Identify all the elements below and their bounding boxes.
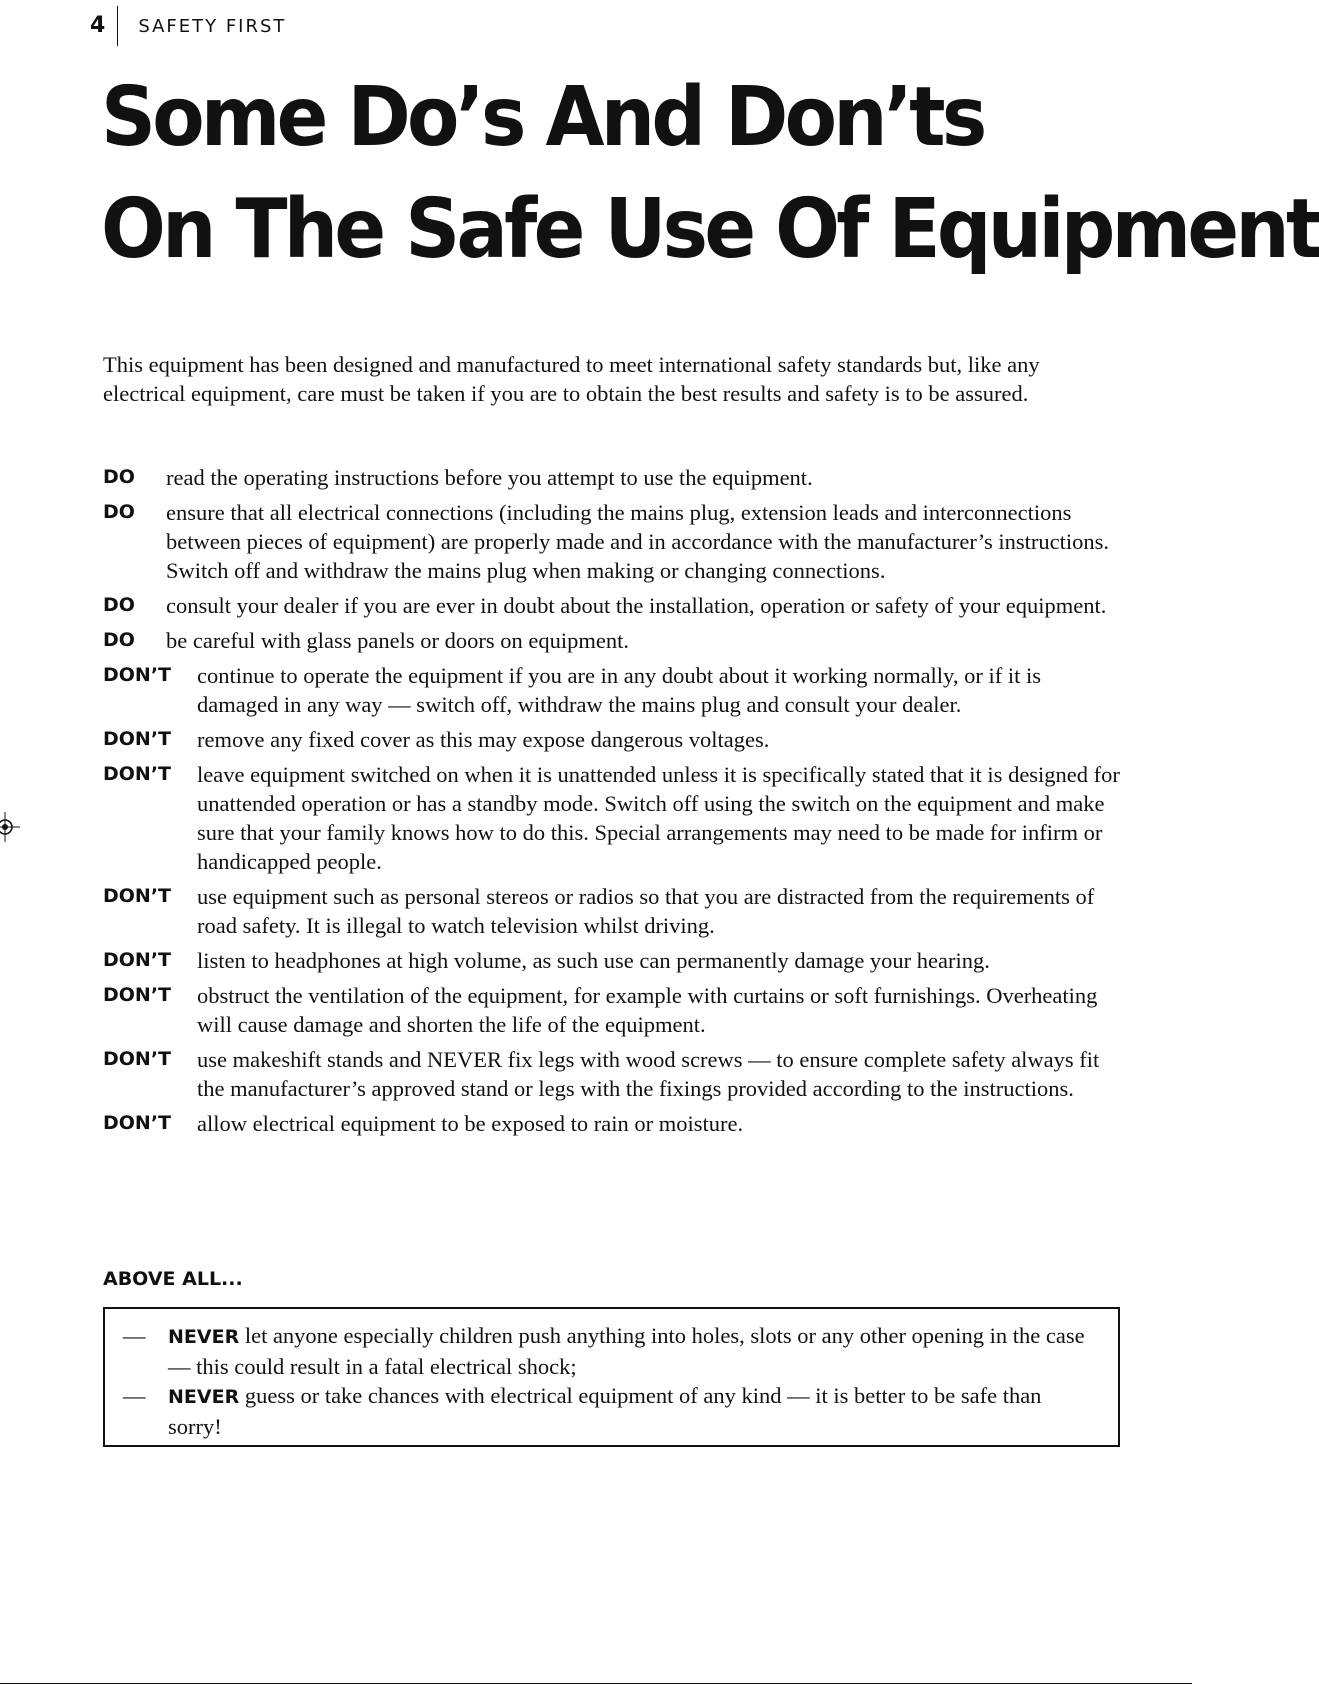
- warning-dash: —: [123, 1323, 146, 1348]
- rule-item: [103, 1109, 1123, 1138]
- rule-item: [103, 981, 1123, 1039]
- page-title-line-1: Some Do’s And Don’ts: [101, 70, 984, 165]
- warning-dash: —: [123, 1383, 146, 1408]
- rule-text: read the operating instructions before you attempt to use the equipment.: [166, 465, 813, 490]
- rule-item: [103, 1045, 1123, 1103]
- registration-mark-icon: [0, 812, 20, 842]
- warning-item: [123, 1381, 1100, 1441]
- rules-list: [103, 463, 1123, 1144]
- rule-item: [103, 463, 1123, 492]
- rule-key: DO: [103, 501, 135, 523]
- rule-item: [103, 626, 1123, 655]
- page-number: 4: [90, 6, 118, 46]
- intro-paragraph: This equipment has been designed and manufactured to meet international safety standards but, like any electrical equipment, care must be taken if you are to obtain the best results and safety is to be assured.: [103, 352, 1040, 406]
- rule-key: DON’T: [103, 763, 172, 785]
- rule-key: DON’T: [103, 885, 172, 907]
- warning-text: let anyone especially children push anything into holes, slots or any other opening in the case — this could result in a fatal electrical shock;: [168, 1323, 1085, 1379]
- rule-text: listen to headphones at high volume, as such use can permanently damage your hearing.: [197, 948, 990, 973]
- rule-item: [103, 591, 1123, 620]
- rule-text: leave equipment switched on when it is unattended unless it is specifically stated that it is designed for unattended operation or has a standby mode. Switch off using the switch on the equipment and make sure that your family knows how to do this. Special arrangements may need to be made for infirm or handicapped people.: [197, 762, 1120, 874]
- rule-key: DON’T: [103, 664, 172, 686]
- warning-box: [103, 1307, 1120, 1447]
- page-title: [101, 62, 1319, 286]
- rule-key: DO: [103, 594, 135, 616]
- rule-item: [103, 760, 1123, 876]
- warning-item: [123, 1321, 1100, 1381]
- rule-text: obstruct the ventilation of the equipment, for example with curtains or soft furnishings. Overheating will cause damage and shorten the life of the equipment.: [197, 983, 1098, 1037]
- running-head: SAFETY FIRST: [138, 15, 287, 37]
- rule-text: use equipment such as personal stereos or radios so that you are distracted from the requirements of road safety. It is illegal to watch television whilst driving.: [197, 884, 1095, 938]
- rule-item: [103, 946, 1123, 975]
- rule-text: continue to operate the equipment if you are in any doubt about it working normally, or if it is damaged in any way — switch off, withdraw the mains plug and consult your dealer.: [197, 663, 1041, 717]
- rule-item: [103, 882, 1123, 940]
- rule-key: DO: [103, 466, 135, 488]
- rule-item: [103, 498, 1123, 585]
- footer-rule: [0, 1683, 1192, 1684]
- page-title-line-2: On The Safe Use Of Equipment: [101, 182, 1319, 277]
- rule-key: DON’T: [103, 949, 172, 971]
- rule-key: DON’T: [103, 1048, 172, 1070]
- rule-key: DON’T: [103, 984, 172, 1006]
- warning-body: [168, 1381, 1100, 1441]
- warning-body: [168, 1321, 1100, 1381]
- rule-item: [103, 725, 1123, 754]
- rule-key: DON’T: [103, 1112, 172, 1134]
- warning-key: NEVER: [168, 1326, 240, 1348]
- rule-text: consult your dealer if you are ever in doubt about the installation, operation or safety of your equipment.: [166, 593, 1107, 618]
- page-header: [90, 6, 286, 46]
- warning-key: NEVER: [168, 1386, 240, 1408]
- rule-text: allow electrical equipment to be exposed to rain or moisture.: [197, 1111, 744, 1136]
- warning-text: guess or take chances with electrical equipment of any kind — it is better to be safe than sorry!: [168, 1383, 1042, 1439]
- rule-item: [103, 661, 1123, 719]
- rule-text: ensure that all electrical connections (including the mains plug, extension leads and interconnections between pieces of equipment) are properly made and in accordance with the manufacturer’s instructions. Switch off and withdraw the mains plug when making or changing connections.: [166, 500, 1109, 583]
- rule-text: be careful with glass panels or doors on equipment.: [166, 628, 630, 653]
- above-all-heading: ABOVE ALL...: [103, 1268, 243, 1290]
- rule-text: use makeshift stands and NEVER fix legs with wood screws — to ensure complete safety always fit the manufacturer’s approved stand or legs with the fixings provided according to the instructions.: [197, 1047, 1100, 1101]
- rule-key: DO: [103, 629, 135, 651]
- rule-text: remove any fixed cover as this may expose dangerous voltages.: [197, 727, 770, 752]
- rule-key: DON’T: [103, 728, 172, 750]
